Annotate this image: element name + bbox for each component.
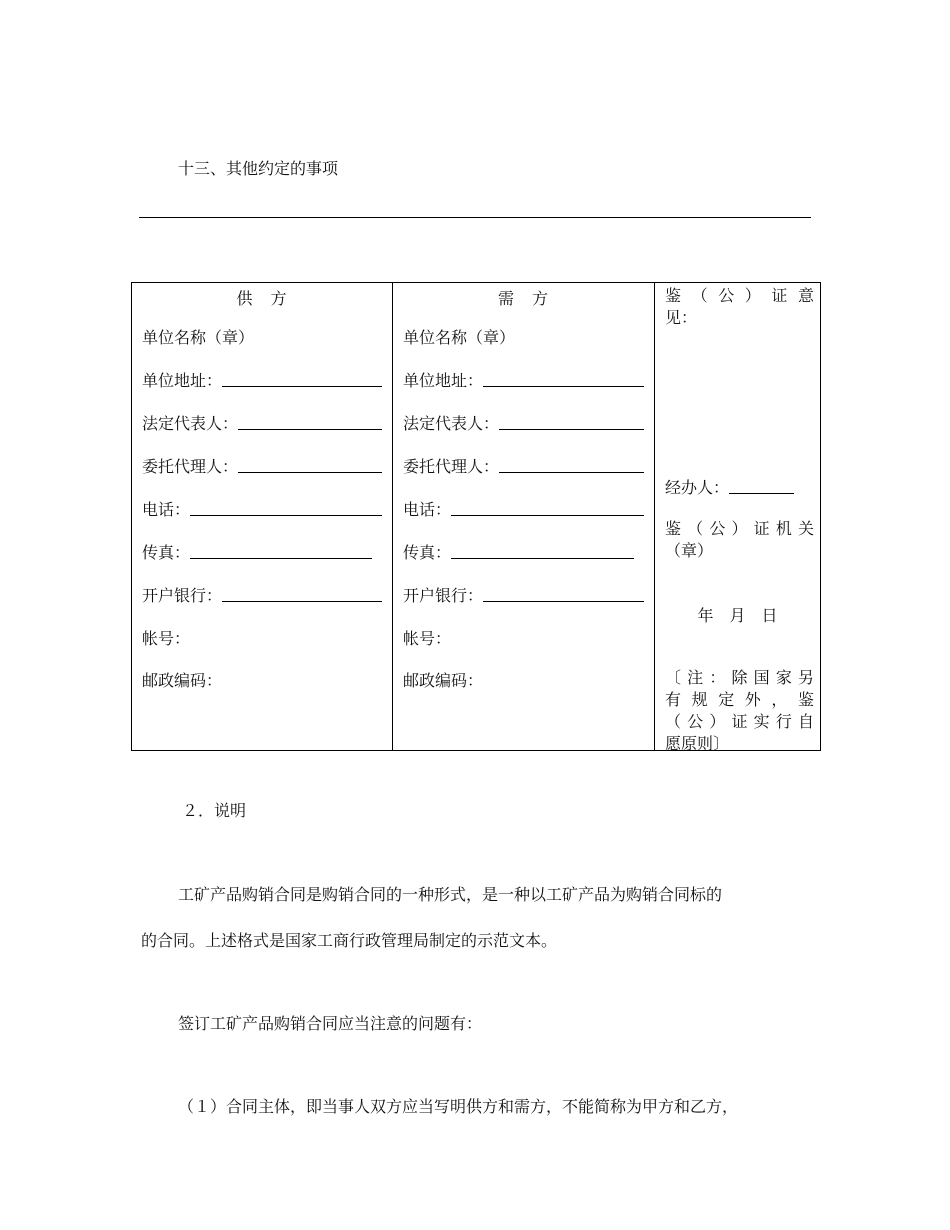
supplier-header: 供 方 xyxy=(236,289,288,308)
buyer-legal-rep-field[interactable] xyxy=(499,428,644,430)
supplier-column xyxy=(132,283,393,751)
supplier-phone-field[interactable] xyxy=(190,514,382,516)
supplier-phone-label: 电话： xyxy=(142,500,191,519)
notary-note-line-1: 〔注：除国家另 xyxy=(665,668,814,687)
supplier-agent-label: 委托代理人： xyxy=(142,457,239,476)
explain-heading: ２．说明 xyxy=(182,801,247,820)
supplier-legal-rep-label: 法定代表人： xyxy=(142,414,239,433)
explain-para2: 签订工矿产品购销合同应当注意的问题有： xyxy=(178,1014,483,1033)
buyer-address-label: 单位地址： xyxy=(403,371,484,390)
notary-date: 年 月 日 xyxy=(697,606,778,625)
notary-opinion-label-cont: 见： xyxy=(665,308,698,327)
signature-table xyxy=(131,282,821,751)
supplier-postcode-label: 邮政编码： xyxy=(142,671,223,690)
notary-note-line-3: （公）证实行自 xyxy=(665,712,814,731)
buyer-phone-field[interactable] xyxy=(451,514,644,516)
buyer-fax-label: 传真： xyxy=(403,543,452,562)
explain-para1-line1: 工矿产品购销合同是购销合同的一种形式，是一种以工矿产品为购销合同标的 xyxy=(178,885,723,904)
buyer-address-field[interactable] xyxy=(483,385,644,387)
supplier-fax-label: 传真： xyxy=(142,543,191,562)
buyer-bank-field[interactable] xyxy=(483,600,644,602)
buyer-header: 需 方 xyxy=(497,289,549,308)
buyer-fax-field[interactable] xyxy=(451,557,634,559)
explain-para3: （１）合同主体，即当事人双方应当写明供方和需方，不能简称为甲方和乙方， xyxy=(178,1097,739,1116)
notary-note-line-2: 有规定外，鉴 xyxy=(665,690,814,709)
buyer-bank-label: 开户银行： xyxy=(403,586,484,605)
supplier-address-label: 单位地址： xyxy=(142,371,223,390)
buyer-legal-rep-label: 法定代表人： xyxy=(403,414,500,433)
supplier-address-field[interactable] xyxy=(222,385,382,387)
buyer-phone-label: 电话： xyxy=(403,500,452,519)
handler-field[interactable] xyxy=(729,492,794,494)
notary-column xyxy=(655,283,821,751)
buyer-postcode-label: 邮政编码： xyxy=(403,671,484,690)
notary-authority-seal: （章） xyxy=(665,541,714,560)
explain-para1-line2: 的合同。上述格式是国家工商行政管理局制定的示范文本。 xyxy=(141,931,558,950)
section-13-heading: 十三、其他约定的事项 xyxy=(178,159,339,178)
notary-note-line-4: 愿原则〕 xyxy=(665,734,730,753)
handler-label: 经办人： xyxy=(665,478,730,497)
buyer-column xyxy=(393,283,655,751)
notary-opinion-label: 鉴（公）证意 xyxy=(665,286,814,305)
notary-authority-label: 鉴（公）证机关 xyxy=(665,519,814,538)
supplier-bank-label: 开户银行： xyxy=(142,586,223,605)
supplier-account-label: 帐号： xyxy=(142,629,191,648)
fill-in-line xyxy=(139,217,811,218)
supplier-name-label: 单位名称（章） xyxy=(142,328,255,347)
supplier-bank-field[interactable] xyxy=(222,600,382,602)
buyer-agent-field[interactable] xyxy=(499,471,644,473)
supplier-fax-field[interactable] xyxy=(190,557,372,559)
supplier-agent-field[interactable] xyxy=(238,471,382,473)
supplier-legal-rep-field[interactable] xyxy=(238,428,382,430)
buyer-account-label: 帐号： xyxy=(403,629,452,648)
buyer-name-label: 单位名称（章） xyxy=(403,328,516,347)
buyer-agent-label: 委托代理人： xyxy=(403,457,500,476)
